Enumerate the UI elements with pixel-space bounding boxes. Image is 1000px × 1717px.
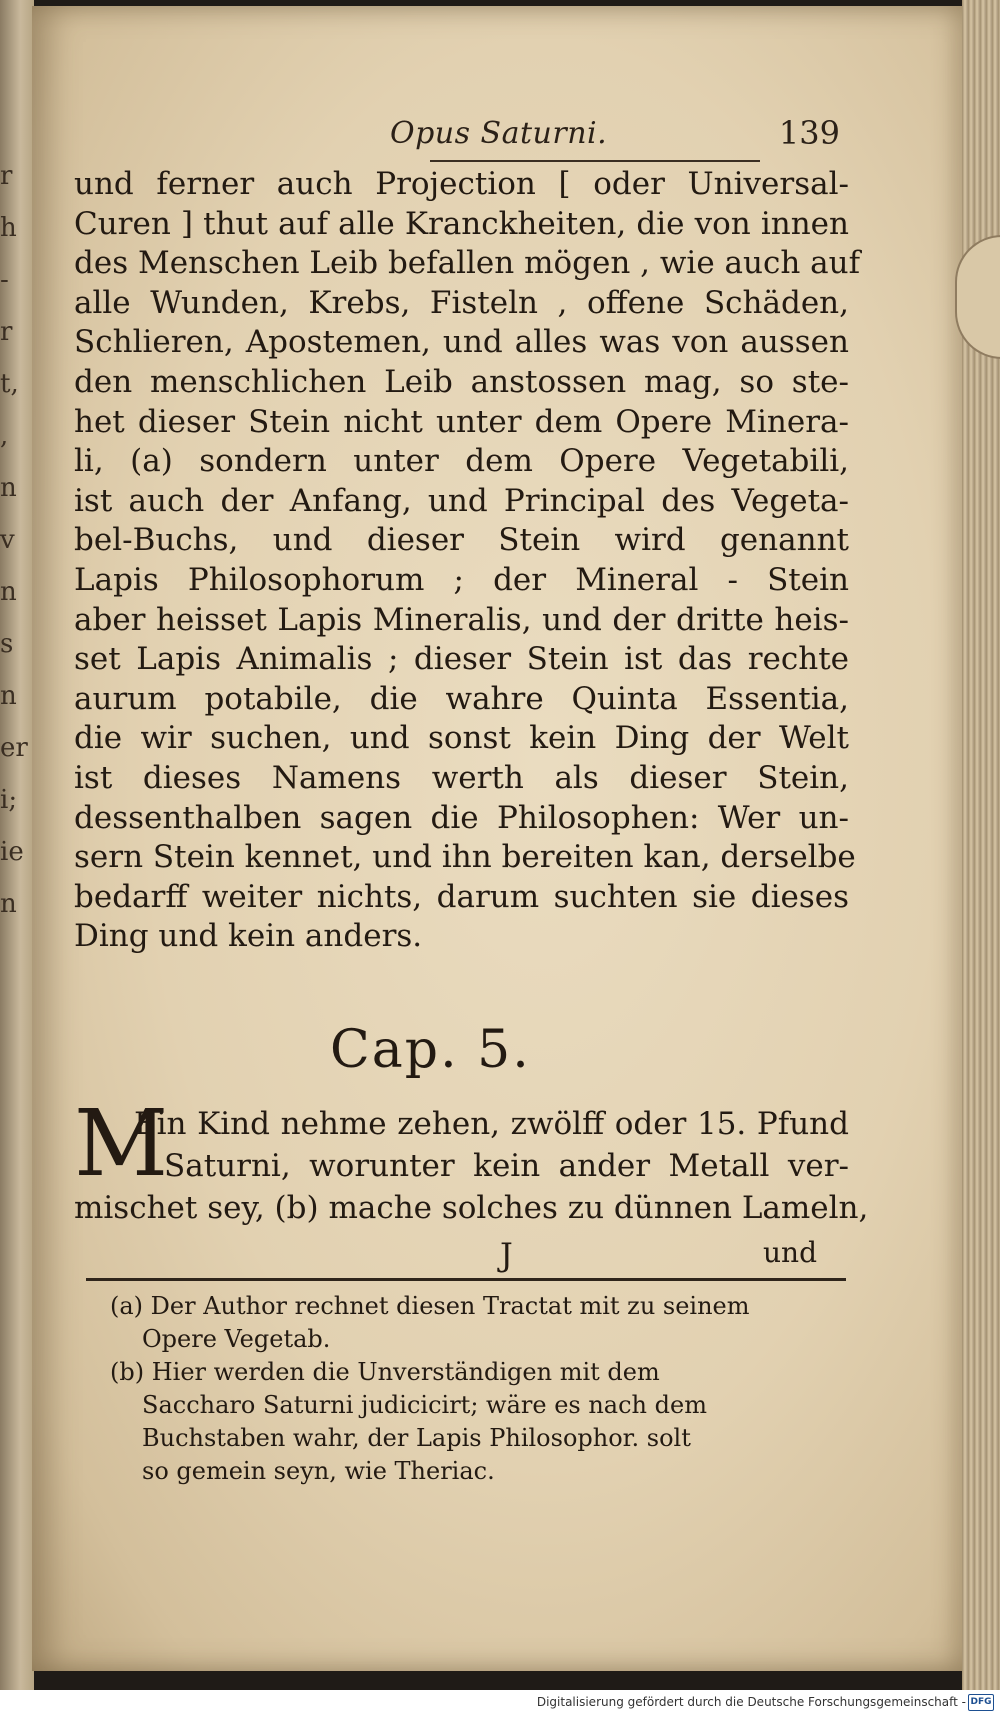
- left-margin-fragment: s: [0, 629, 14, 659]
- left-margin-fragment: h: [0, 213, 17, 243]
- left-margin-fragment: -: [0, 265, 9, 295]
- footnote-line: (a) Der Author rechnet diesen Tractat mit zu seinem: [110, 1292, 750, 1320]
- footnote-line: Opere Vegetab.: [142, 1325, 331, 1353]
- footnote-line: Buchstaben wahr, der Lapis Philosophor. solt: [142, 1424, 691, 1452]
- chapter-line: mischet sey, (b) mache solches zu dünnen Lameln,: [74, 1190, 869, 1226]
- body-line: ist auch der Anfang, und Principal des Vegeta-: [74, 482, 849, 519]
- header-rule: [430, 160, 760, 162]
- body-line: aber heisset Lapis Mineralis, und der dritte heis-: [74, 601, 849, 638]
- page-number: 139: [778, 114, 840, 152]
- left-page-edge-text: [0, 150, 30, 1470]
- footnote-line: so gemein seyn, wie Theriac.: [142, 1457, 495, 1485]
- body-line: bel-Buchs, und dieser Stein wird genannt: [74, 522, 849, 559]
- body-text: [74, 165, 861, 957]
- left-margin-fragment: er: [0, 733, 28, 763]
- body-line: bedarff weiter nichts, darum suchten sie dieses: [74, 878, 849, 915]
- left-margin-fragment: r: [0, 317, 13, 347]
- footnote-rule: [86, 1278, 846, 1281]
- left-margin-fragment: i;: [0, 785, 18, 815]
- body-line: li, (a) sondern unter dem Opere Vegetabili,: [74, 443, 849, 480]
- left-margin-fragment: n: [0, 681, 17, 711]
- left-margin-fragment: n: [0, 473, 17, 503]
- footnote-line: (b) Hier werden die Unverständigen mit dem: [110, 1358, 660, 1386]
- drop-cap: M: [74, 1090, 169, 1197]
- catchword: und: [763, 1236, 817, 1269]
- page-header: [90, 110, 850, 162]
- footnote: [110, 1290, 840, 1356]
- body-line: die wir suchen, und sonst kein Ding der Welt: [74, 720, 849, 757]
- body-line: den menschlichen Leib anstossen mag, so ste-: [74, 363, 849, 400]
- body-line: Ding und kein anders.: [74, 918, 423, 955]
- body-line: het dieser Stein nicht unter dem Opere Minera-: [74, 403, 849, 440]
- left-margin-fragment: n: [0, 889, 17, 919]
- left-margin-fragment: r: [0, 161, 13, 191]
- body-line: set Lapis Animalis ; dieser Stein ist das rechte: [74, 641, 849, 678]
- dfg-logo: DFG: [968, 1694, 994, 1711]
- footnote: [110, 1356, 840, 1488]
- body-line: aurum potabile, die wahre Quinta Essentia,: [74, 680, 849, 717]
- left-margin-fragment: ie: [0, 837, 24, 867]
- footnotes: [110, 1290, 840, 1488]
- chapter-line: Ein Kind nehme zehen, zwölff oder 15. Pfund: [134, 1106, 849, 1142]
- running-title: Opus Saturni.: [390, 116, 608, 151]
- left-margin-fragment: ,: [0, 421, 9, 451]
- chapter-line: Saturni, worunter kein ander Metall ver-: [164, 1148, 849, 1184]
- body-line: dessenthalben sagen die Philosophen: Wer un-: [74, 799, 849, 836]
- body-line: des Menschen Leib befallen mögen , wie auch auf: [74, 245, 861, 282]
- digitization-credit: Digitalisierung gefördert durch die Deutsche Forschungsgemeinschaft -: [536, 1695, 966, 1709]
- chapter-text: [74, 1103, 869, 1229]
- body-line: Curen ] thut auf alle Kranckheiten, die von innen: [74, 205, 849, 242]
- left-margin-fragment: n: [0, 577, 17, 607]
- chapter-heading: Cap. 5.: [330, 1020, 531, 1080]
- body-line: und ferner auch Projection [ oder Universal-: [74, 166, 849, 202]
- footnote-line: Saccharo Saturni judicicirt; wäre es nach dem: [142, 1391, 707, 1419]
- left-margin-fragment: v: [0, 525, 15, 555]
- signature-mark: J: [500, 1236, 513, 1274]
- body-line: Lapis Philosophorum ; der Mineral - Stein: [74, 561, 849, 598]
- body-line: Schlieren, Apostemen, und alles was von aussen: [74, 324, 849, 361]
- body-line: alle Wunden, Krebs, Fisteln , offene Schäden,: [74, 284, 849, 321]
- body-line: ist dieses Namens werth als dieser Stein,: [74, 759, 849, 796]
- body-line: sern Stein kennet, und ihn bereiten kan, derselbe: [74, 839, 856, 876]
- left-margin-fragment: t,: [0, 369, 19, 399]
